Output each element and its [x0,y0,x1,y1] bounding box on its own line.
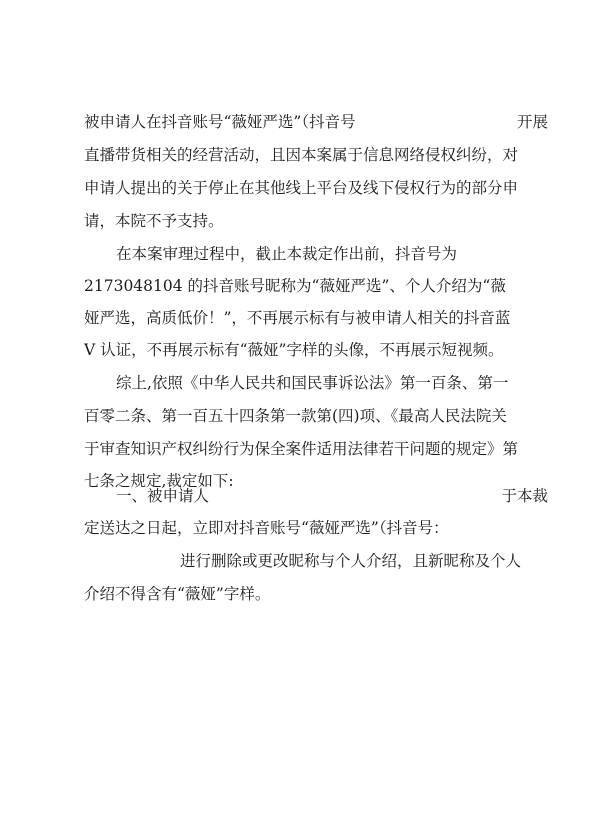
text-line: 百零二条、第一百五十四条第一款第(四)项、《最高人民法院关 [84,407,507,425]
text-line: 在本案审理过程中，截止本裁定作出前，抖音号为 [116,245,458,263]
text-line: 请，本院不予支持。 [84,212,224,230]
text-line: 直播带货相关的经营活动，且因本案属于信息网络侵权纠纷，对 [84,146,519,164]
text-segment: 于本裁 [501,487,548,505]
text-line: 申请人提出的关于停止在其他线上平台及线下侵权行为的部分申 [84,179,519,197]
text-line: 定送达之日起，立即对抖音账号“薇娅严选”（抖音号： [84,519,449,537]
text-line: 2173048104 的抖音账号昵称为“薇娅严选”、个人介绍为“薇 [84,277,506,295]
text-segment: 被申请人在抖音账号“薇娅严选”（抖音号 [84,113,356,131]
text-line: V 认证，不再展示标有“薇娅”字样的头像，不再展示短视频。 [84,341,504,359]
text-line: 综上,依照《中华人民共和国民事诉讼法》第一百条、第一 [116,374,509,392]
text-segment: 一、被申请人 [116,487,210,505]
text-segment: 开展 [516,113,548,131]
text-line: 于审查知识产权纠纷行为保全案件适用法律若干问题的规定》第 [84,440,519,458]
text-line: 娅严选，高质低价！”，不再展示标有与被申请人相关的抖音蓝 [84,309,511,327]
text-line: 介绍不得含有“薇娅”字样。 [84,585,271,603]
text-line: 进行删除或更改昵称与个人介绍，且新昵称及个人 [180,552,522,570]
text-line: 七条之规定,裁定如下: [84,472,234,490]
text-line [84,110,548,134]
text-line [116,484,548,508]
